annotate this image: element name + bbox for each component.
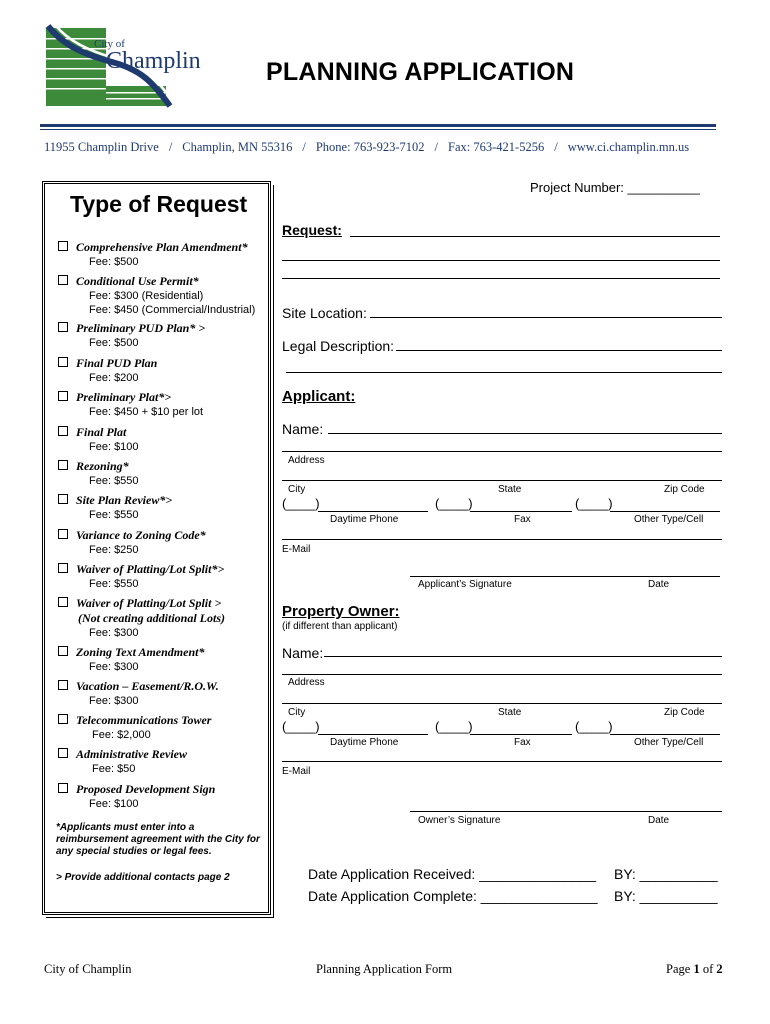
logo-city-of: City of: [94, 38, 125, 50]
applicant-other-field[interactable]: [610, 511, 720, 512]
checkbox[interactable]: [58, 680, 68, 690]
applicant-daytime-label: Daytime Phone: [330, 514, 399, 525]
request-line-2[interactable]: [282, 260, 720, 261]
type-of-request-title: Type of Request: [70, 191, 248, 217]
applicant-name-field[interactable]: [328, 433, 722, 434]
site-location-label: Site Location:: [282, 305, 367, 321]
contact-city: Champlin, MN 55316: [182, 140, 293, 154]
applicant-fax-area[interactable]: (____): [435, 496, 473, 511]
owner-email-label: E-Mail: [282, 766, 311, 777]
applicant-date-label: Date: [648, 579, 670, 590]
checkbox[interactable]: [58, 426, 68, 436]
owner-zip-label: Zip Code: [664, 707, 705, 718]
contact-separator: /: [434, 140, 439, 154]
owner-other-label: Other Type/Cell: [634, 737, 704, 748]
logo-champlin: Champlin: [106, 48, 201, 74]
contact-line: [44, 140, 716, 155]
checkbox[interactable]: [58, 322, 68, 332]
owner-email-field[interactable]: [282, 761, 722, 762]
additional-contacts-note: > Provide additional contacts page 2: [56, 872, 230, 883]
applicant-name-label: Name:: [282, 421, 324, 437]
reimbursement-note: *Applicants must enter into a reimbursement agreement with the City for any special studies or legal fees.: [56, 822, 260, 857]
checkbox[interactable]: [58, 597, 68, 607]
checkbox[interactable]: [58, 357, 68, 367]
applicant-city-label: City: [288, 484, 306, 495]
request-option-conditional-use[interactable]: Conditional Use Permit* Fee: $300 (Residential) Fee: $450 (Commercial/Industrial): [58, 274, 255, 317]
request-option-admin-review[interactable]: Administrative Review Fee: $50: [58, 747, 187, 776]
owner-state-label: State: [498, 707, 522, 718]
checkbox[interactable]: [58, 646, 68, 656]
owner-header: Property Owner:: [282, 603, 400, 620]
request-option-comprehensive-plan[interactable]: Comprehensive Plan Amendment* Fee: $500: [58, 240, 248, 269]
footer-city: City of Champlin: [44, 962, 132, 976]
applicant-email-label: E-Mail: [282, 544, 311, 555]
legal-description-label: Legal Description:: [282, 338, 395, 354]
checkbox[interactable]: [58, 529, 68, 539]
request-option-variance[interactable]: Variance to Zoning Code* Fee: $250: [58, 528, 206, 557]
owner-signature-field[interactable]: [410, 811, 722, 812]
applicant-signature-label: Applicant’s Signature: [418, 579, 512, 590]
request-option-telecom-tower[interactable]: Telecommunications Tower Fee: $2,000: [58, 713, 211, 742]
owner-signature-label: Owner’s Signature: [418, 815, 501, 826]
request-line-3[interactable]: [282, 278, 720, 279]
contact-separator: /: [168, 140, 173, 154]
owner-other-area[interactable]: (____): [575, 719, 613, 734]
contact-fax: Fax: 763-421-5256: [448, 140, 545, 154]
checkbox[interactable]: [58, 241, 68, 251]
applicant-email-field[interactable]: [282, 539, 722, 540]
applicant-address-field[interactable]: [282, 480, 722, 481]
owner-fax-field[interactable]: [470, 734, 572, 735]
header-rule-thin: [40, 129, 716, 130]
applicant-fax-field[interactable]: [470, 511, 572, 512]
owner-fax-label: Fax: [514, 737, 531, 748]
request-line[interactable]: [350, 236, 720, 237]
site-location-field[interactable]: [370, 317, 722, 318]
checkbox[interactable]: [58, 391, 68, 401]
date-complete[interactable]: Date Application Complete: _______________: [308, 888, 598, 904]
applicant-zip-label: Zip Code: [664, 484, 705, 495]
request-option-zoning-text[interactable]: Zoning Text Amendment* Fee: $300: [58, 645, 204, 674]
request-option-site-plan-review[interactable]: Site Plan Review*> Fee: $550: [58, 493, 172, 522]
checkbox[interactable]: [58, 494, 68, 504]
footer-form-name: Planning Application Form: [316, 962, 453, 976]
applicant-fax-label: Fax: [514, 514, 531, 525]
request-option-waiver-lot-split[interactable]: Waiver of Platting/Lot Split*> Fee: $550: [58, 562, 224, 591]
page-title: PLANNING APPLICATION: [266, 58, 575, 86]
checkbox[interactable]: [58, 783, 68, 793]
owner-other-field[interactable]: [610, 734, 720, 735]
owner-name-label: Name:: [282, 645, 324, 661]
request-label: Request:: [282, 222, 342, 238]
owner-city-label: City: [288, 707, 306, 718]
applicant-daytime-area[interactable]: (____): [282, 496, 320, 511]
contact-separator: /: [302, 140, 306, 154]
owner-fax-area[interactable]: (____): [435, 719, 473, 734]
owner-date-label: Date: [648, 815, 670, 826]
owner-daytime-label: Daytime Phone: [330, 737, 399, 748]
owner-name-field[interactable]: [324, 656, 722, 657]
applicant-daytime-field[interactable]: [318, 511, 428, 512]
owner-address-field[interactable]: [282, 703, 722, 704]
complete-by[interactable]: BY: __________: [614, 888, 718, 904]
applicant-line: [282, 451, 722, 452]
contact-website[interactable]: www.ci.champlin.mn.us: [567, 140, 690, 154]
request-option-rezoning[interactable]: Rezoning* Fee: $550: [58, 459, 139, 488]
contact-separator: /: [554, 140, 558, 154]
applicant-address-label: Address: [288, 455, 325, 466]
request-option-waiver-no-lots[interactable]: Waiver of Platting/Lot Split > (Not creating additional Lots) Fee: $300: [58, 596, 225, 640]
applicant-signature-field[interactable]: [410, 576, 720, 577]
legal-description-field[interactable]: [396, 350, 722, 351]
contact-phone: Phone: 763-923-7102: [315, 140, 425, 154]
applicant-other-area[interactable]: (____): [575, 496, 613, 511]
applicant-other-label: Other Type/Cell: [634, 514, 704, 525]
checkbox[interactable]: [58, 748, 68, 758]
request-option-final-plat[interactable]: Final Plat Fee: $100: [58, 425, 139, 454]
request-option-vacation-easement[interactable]: Vacation – Easement/R.O.W. Fee: $300: [58, 679, 219, 708]
checkbox[interactable]: [58, 460, 68, 470]
request-option-final-pud[interactable]: Final PUD Plan Fee: $200: [58, 356, 157, 385]
applicant-header: Applicant:: [282, 388, 356, 405]
owner-daytime-area[interactable]: (____): [282, 719, 320, 734]
owner-subtitle: (if different than applicant): [282, 621, 398, 632]
project-number[interactable]: Project Number: __________: [530, 180, 700, 195]
checkbox[interactable]: [58, 275, 68, 285]
footer-page-number: Page 1 of 2: [666, 962, 723, 976]
received-by[interactable]: BY: __________: [614, 866, 718, 882]
checkbox[interactable]: [58, 714, 68, 724]
contact-address: 11955 Champlin Drive: [44, 140, 159, 154]
owner-address-label: Address: [288, 677, 325, 688]
owner-line: [282, 674, 722, 675]
date-received[interactable]: Date Application Received: _______________: [308, 866, 597, 882]
legal-description-field-2[interactable]: [286, 372, 722, 373]
request-option-preliminary-plat[interactable]: Preliminary Plat*> Fee: $450 + $10 per lot: [58, 390, 203, 419]
request-option-development-sign[interactable]: Proposed Development Sign Fee: $100: [58, 782, 215, 811]
checkbox[interactable]: [58, 563, 68, 573]
request-option-preliminary-pud[interactable]: Preliminary PUD Plan* > Fee: $500: [58, 321, 205, 350]
city-logo: [42, 24, 222, 110]
header-rule: [40, 124, 716, 127]
applicant-state-label: State: [498, 484, 522, 495]
owner-daytime-field[interactable]: [318, 734, 428, 735]
